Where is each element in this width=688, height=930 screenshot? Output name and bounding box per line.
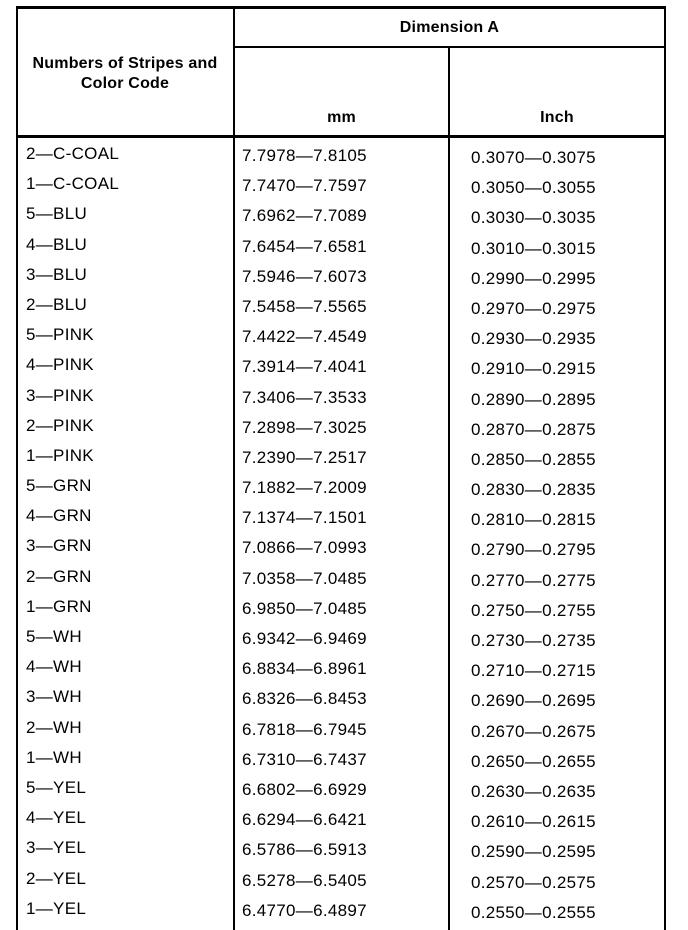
stripe-color-code: 4—PINK — [26, 355, 94, 375]
stripe-color-code: 1—PINK — [26, 445, 94, 465]
dimension-inch-range: 0.2930—0.2935 — [471, 329, 596, 349]
table-row — [16, 289, 666, 319]
dimension-inch-range: 0.2730—0.2735 — [471, 631, 596, 650]
stripe-color-code: 2—C-COAL — [26, 144, 120, 163]
stripe-color-code: 3—PINK — [26, 385, 94, 405]
table-row — [16, 621, 666, 651]
dimension-inch-range: 0.2890—0.2895 — [471, 389, 596, 409]
dimension-mm-range: 7.7978—7.8105 — [242, 146, 367, 165]
mm-column-heading: mm — [327, 109, 356, 126]
stripe-color-code: 2—WH — [26, 717, 82, 737]
dimension-inch-range: 0.2690—0.2695 — [471, 691, 596, 711]
table-row — [16, 561, 666, 591]
stripe-color-code: 1—GRN — [26, 596, 92, 616]
dimension-inch-range: 0.2670—0.2675 — [471, 721, 596, 741]
stripe-color-code: 5—BLU — [26, 204, 88, 224]
dimension-mm-range: 7.7470—7.7597 — [242, 176, 367, 196]
stripe-color-code: 3—WH — [26, 687, 82, 707]
stripe-color-code: 4—WH — [26, 657, 82, 677]
stripe-color-code: 5—GRN — [26, 476, 92, 496]
dimension-mm-range: 7.0866—7.0993 — [242, 538, 367, 558]
dimension-mm-range: 6.7310—6.7437 — [242, 749, 367, 769]
table-body — [16, 138, 666, 923]
dimension-table — [16, 6, 666, 930]
dimension-mm-range: 6.5786—6.5913 — [242, 840, 367, 860]
dimension-inch-range: 0.2630—0.2635 — [471, 781, 596, 801]
dimension-mm-range: 6.9850—7.0485 — [242, 598, 367, 618]
dimension-mm-range: 6.6294—6.6421 — [242, 810, 367, 830]
dimension-inch-range: 0.2750—0.2755 — [471, 600, 596, 620]
inch-column-heading: Inch — [540, 109, 574, 126]
dimension-mm-range: 7.2390—7.2517 — [242, 447, 367, 467]
dimension-inch-range: 0.3010—0.3015 — [471, 238, 596, 258]
stripe-color-code: 1—YEL — [26, 898, 87, 918]
dimension-mm-range: 7.0358—7.0485 — [242, 568, 367, 588]
dimension-inch-range: 0.2770—0.2775 — [471, 570, 596, 590]
table-row — [16, 832, 666, 862]
stripe-color-code: 3—YEL — [26, 838, 87, 858]
dimension-a-heading: Dimension A — [399, 19, 500, 36]
dimension-mm-range: 6.4770—6.4897 — [242, 900, 367, 920]
dimension-mm-range: 7.6962—7.7089 — [242, 206, 367, 226]
dimension-mm-range: 7.6454—7.6581 — [242, 236, 367, 256]
dimension-inch-range: 0.2550—0.2555 — [471, 902, 596, 922]
dimension-mm-range: 7.4422—7.4549 — [242, 327, 367, 347]
dimension-mm-range: 7.1374—7.1501 — [242, 508, 367, 528]
stripe-color-code: 5—YEL — [26, 777, 87, 797]
code-column-heading: Numbers of Stripes and Color Code — [32, 55, 218, 92]
dimension-inch-range: 0.2830—0.2835 — [471, 480, 596, 500]
table-row — [16, 198, 666, 228]
table-row — [16, 380, 666, 410]
stripe-color-code: 1—C-COAL — [26, 174, 120, 194]
stripe-color-code: 5—WH — [26, 627, 82, 646]
dimension-mm-range: 6.8326—6.8453 — [242, 689, 367, 709]
table-row — [16, 259, 666, 289]
stripe-color-code: 2—YEL — [26, 868, 87, 888]
table-row — [16, 470, 666, 500]
dimension-inch-range: 0.2810—0.2815 — [471, 510, 596, 530]
table-row — [16, 229, 666, 259]
dimension-mm-range: 7.1882—7.2009 — [242, 478, 367, 498]
stripe-color-code: 3—BLU — [26, 264, 88, 284]
stripe-color-code: 1—WH — [26, 747, 82, 767]
table-row — [16, 138, 666, 168]
table-row — [16, 319, 666, 349]
table-row — [16, 440, 666, 470]
dimension-mm-range: 6.5278—6.5405 — [242, 870, 367, 890]
dimension-mm-range: 7.3406—7.3533 — [242, 387, 367, 407]
table-row — [16, 349, 666, 379]
dimension-inch-range: 0.2970—0.2975 — [471, 298, 596, 318]
dimension-inch-range: 0.2790—0.2795 — [471, 540, 596, 560]
dimension-mm-range: 6.9342—6.9469 — [242, 629, 367, 648]
table-top-rule — [16, 6, 666, 9]
dimension-inch-range: 0.2910—0.2915 — [471, 359, 596, 379]
dimension-inch-range: 0.2650—0.2655 — [471, 751, 596, 771]
dimension-inch-range: 0.2570—0.2575 — [471, 872, 596, 892]
dimension-inch-range: 0.2990—0.2995 — [471, 268, 596, 288]
table-row — [16, 651, 666, 681]
dimension-mm-range: 6.8834—6.8961 — [242, 659, 367, 679]
table-row — [16, 530, 666, 560]
stripe-color-code: 2—PINK — [26, 415, 94, 435]
dimension-mm-range: 7.2898—7.3025 — [242, 417, 367, 437]
stripe-color-code: 3—GRN — [26, 536, 92, 556]
table-row — [16, 772, 666, 802]
dimension-inch-range: 0.3070—0.3075 — [471, 148, 596, 167]
dimension-mm-range: 7.5458—7.5565 — [242, 296, 367, 316]
dimension-inch-range: 0.2850—0.2855 — [471, 449, 596, 469]
table-row — [16, 591, 666, 621]
stripe-color-code: 4—BLU — [26, 234, 88, 254]
table-row — [16, 742, 666, 772]
stripe-color-code: 4—YEL — [26, 808, 87, 828]
table-row — [16, 681, 666, 711]
table-row — [16, 410, 666, 440]
dimension-inch-range: 0.2710—0.2715 — [471, 661, 596, 681]
table-row — [16, 168, 666, 198]
table-row — [16, 893, 666, 923]
dimension-mm-range: 7.3914—7.4041 — [242, 357, 367, 377]
stripe-color-code: 4—GRN — [26, 506, 92, 526]
stripe-color-code: 2—BLU — [26, 294, 88, 314]
table-row — [16, 712, 666, 742]
dimension-inch-range: 0.3050—0.3055 — [471, 178, 596, 198]
dimension-mm-range: 6.6802—6.6929 — [242, 779, 367, 799]
dimension-mm-range: 6.7818—6.7945 — [242, 719, 367, 739]
dimension-inch-range: 0.3030—0.3035 — [471, 208, 596, 228]
table-row — [16, 500, 666, 530]
dimension-mm-range: 7.5946—7.6073 — [242, 266, 367, 286]
stripe-color-code: 5—PINK — [26, 325, 94, 345]
dimension-inch-range: 0.2610—0.2615 — [471, 812, 596, 832]
stripe-color-code: 2—GRN — [26, 566, 92, 586]
table-row — [16, 802, 666, 832]
dimension-inch-range: 0.2590—0.2595 — [471, 842, 596, 862]
dimension-inch-range: 0.2870—0.2875 — [471, 419, 596, 439]
table-row — [16, 863, 666, 893]
